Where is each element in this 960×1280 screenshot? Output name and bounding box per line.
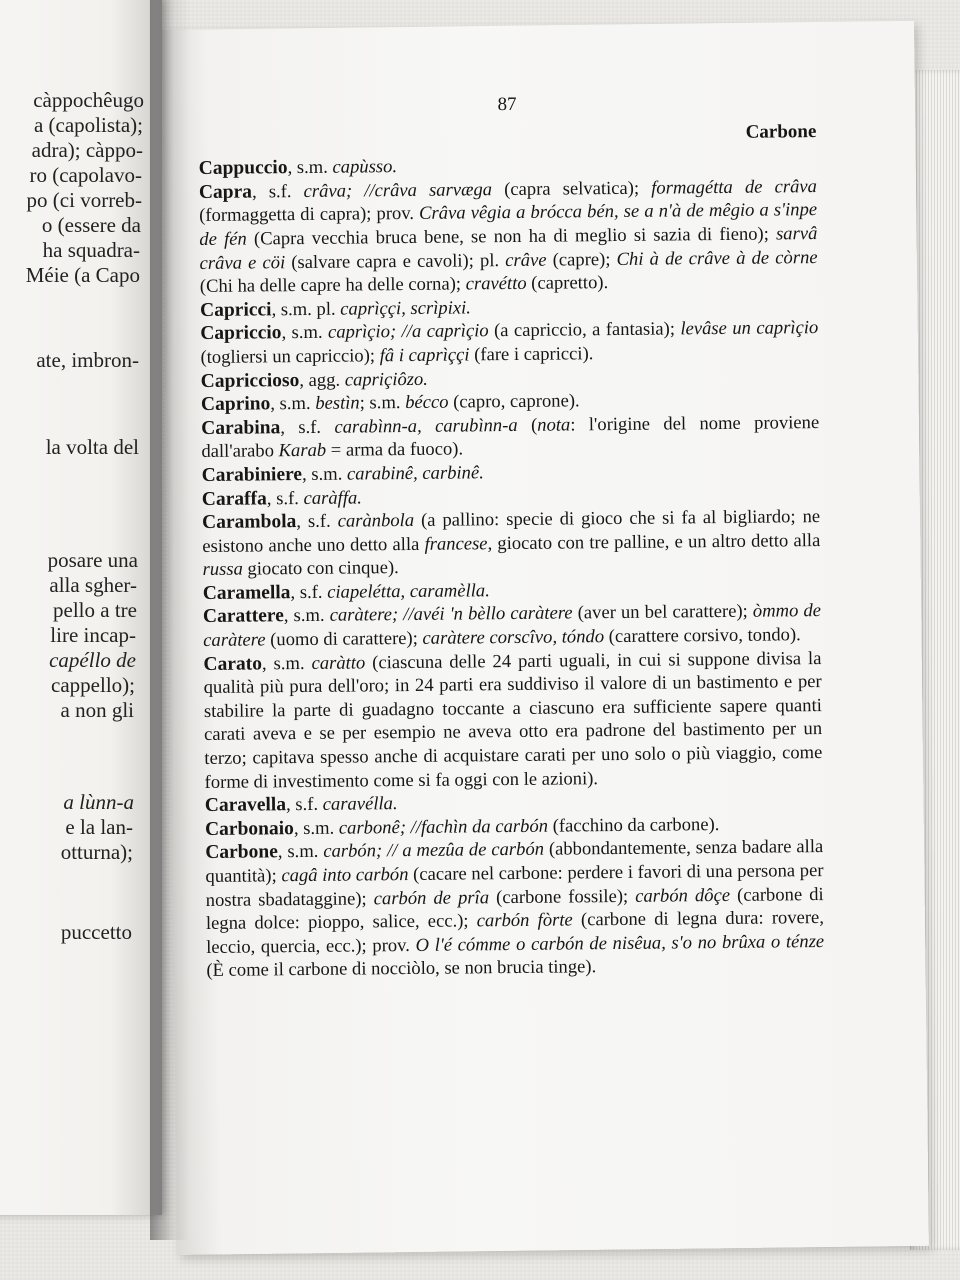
- dialect-term: carbonê; //fachìn da carbón: [338, 815, 549, 839]
- dialect-term: Chi à de crâve à de còrne: [616, 246, 818, 270]
- entry-headword: Carabiniere: [201, 463, 303, 486]
- dialect-term: russa: [202, 558, 243, 581]
- left-page-line: posare una: [47, 548, 138, 572]
- dialect-term: carbón; // a mezûa de carbón: [323, 839, 545, 863]
- dialect-term: carbón dôçe: [635, 884, 731, 907]
- dialect-term: levâse un caprìçio: [680, 317, 819, 340]
- left-page-line: càppochêugo: [33, 88, 144, 112]
- dialect-term: francese: [424, 532, 488, 555]
- left-page-line: capéllo de: [49, 648, 136, 672]
- dialect-term: Crâva vêgia a brócca bén, se a n'à de mêgio a s'inpe de fén: [199, 199, 818, 250]
- entry-text: (capretto).: [526, 272, 609, 295]
- dialect-term: carabìnn-a, carubìnn-a: [334, 414, 518, 438]
- entry-text: , s.f.: [280, 416, 335, 438]
- dialect-term: cagâ into carbón: [281, 864, 409, 887]
- left-page-line: cappello);: [51, 673, 135, 697]
- dialect-term: formagétta de crâva: [651, 175, 817, 199]
- entry-text: (uomo di carattere);: [265, 627, 423, 651]
- dictionary-entries: [199, 151, 825, 983]
- entry-text: (ciascuna delle 24 parti uguali, in cui si suppone divisa la qualità più pura dell'oro; in 24 parti era suddiviso il valore di un bastimento e per stabilire la parte di guadagno toccante a ciascuno era sufficiente sapere quanti carati aveva e se per esempio ne aveva otto era padrone del bastimento per un terzo; capitava spesso anche di acquistare carati per uno solo o più viaggio, come forme di investimento come si fa oggi con le azioni).: [203, 647, 823, 793]
- entry-text: , agg.: [299, 369, 345, 391]
- dictionary-entry: [201, 411, 819, 464]
- dialect-term: caràtto: [311, 652, 366, 674]
- entry-headword: Capriccio: [200, 322, 282, 345]
- dialect-term: capùsso.: [332, 156, 398, 178]
- left-page-line: ate, imbron-: [36, 348, 139, 372]
- entry-text: , s.m.: [301, 463, 348, 485]
- right-page-content: [198, 90, 824, 983]
- dialect-term: ciapelétta, caramèlla.: [327, 580, 490, 603]
- dictionary-entry: [199, 175, 818, 299]
- left-page-line: a (capolista);: [33, 113, 143, 137]
- entry-text: (Capra vecchia bruca bene, se non ha di meglio si sazia di fieno);: [246, 223, 777, 250]
- left-page-line: la volta del: [45, 435, 139, 459]
- entry-text: (carbone di legna dura: rovere, leccio, quercia, ecc.); prov.: [206, 907, 825, 958]
- entry-headword: Capricci: [199, 299, 272, 321]
- entry-text: (aver un bel carattere);: [572, 601, 753, 624]
- entry-text: : l'origine del nome proviene dall'arabo: [201, 411, 820, 463]
- dialect-term: caràtere; //avéi 'n bèllo caràtere: [329, 602, 573, 627]
- dialect-term: carànbola: [337, 510, 415, 532]
- dialect-term: O l'é cómme o carbón de nisêua, s'o no brûxa o ténze: [415, 930, 825, 956]
- page-number: 87: [497, 93, 517, 116]
- entry-text: (fare i capricci).: [469, 343, 594, 366]
- entry-text: , s.m.: [277, 841, 324, 863]
- entry-text: , s.f.: [285, 794, 323, 816]
- entry-headword: Caraffa: [201, 487, 267, 510]
- left-page: [0, 0, 162, 1215]
- entry-text: , s.f.: [290, 581, 328, 604]
- left-page-line: a non gli: [60, 698, 134, 722]
- dialect-term: carabinê, carbinê.: [346, 462, 484, 485]
- dialect-term: carbón fòrte: [476, 909, 573, 932]
- dialect-term: sarvâ crâva e cöi: [199, 223, 818, 274]
- dictionary-entry: [202, 505, 821, 582]
- left-page-line: e la lan-: [65, 815, 133, 839]
- book-gutter-shadow: [150, 0, 190, 1240]
- dialect-term: òmmo de caràtere: [203, 600, 822, 652]
- entry-headword: Capra: [198, 181, 253, 203]
- left-page-line: ro (capolavo-: [29, 163, 142, 187]
- entry-text: (capro, caprone).: [448, 390, 580, 413]
- entry-text: , giocato con tre palline, e un altro detto alla: [487, 529, 821, 554]
- entry-text: (: [517, 414, 538, 436]
- dictionary-entry: [200, 316, 818, 369]
- entry-headword: Cappuccio: [198, 157, 288, 180]
- left-page-line: otturna);: [60, 840, 133, 864]
- left-page-line: puccetto: [60, 920, 132, 944]
- left-page-line: o (essere da: [41, 213, 141, 237]
- left-page-line: Méie (a Capo: [25, 263, 140, 287]
- entry-headword: Carattere: [202, 605, 284, 628]
- dialect-term: crâva; //crâva sarvæga: [303, 178, 493, 202]
- entry-text: , s.m.: [283, 605, 330, 627]
- dialect-term: caprìçio; //a caprìçio: [327, 320, 489, 344]
- entry-text: , s.m.: [270, 393, 316, 415]
- entry-text: = arma da fuoco).: [326, 438, 464, 462]
- entry-text: (carbone fossile);: [488, 885, 636, 908]
- dialect-term: caràtere corscîvo, tóndo: [422, 626, 605, 649]
- entry-text: (carattere corsivo, tondo).: [603, 624, 801, 648]
- left-page-line: adra); càppo-: [31, 138, 143, 162]
- entry-text: , s.m.: [293, 817, 339, 839]
- entry-text: (formaggetta di capra); prov.: [199, 203, 420, 227]
- dialect-term: capriçiôzo.: [344, 368, 429, 391]
- left-page-line: po (ci vorreb-: [26, 188, 142, 212]
- dialect-term: caràffa.: [303, 486, 362, 509]
- entry-text: (a capriccio, a fantasia);: [488, 318, 681, 342]
- entry-text: , s.f.: [251, 180, 304, 203]
- entry-text: (salvare capra e cavoli); pl.: [285, 249, 506, 273]
- entry-headword: Caravella: [204, 794, 287, 817]
- entry-text: (Chi ha delle capre ha delle corna);: [199, 273, 466, 298]
- entry-text: ; s.m.: [359, 392, 406, 414]
- dialect-term: cravétto: [465, 273, 527, 295]
- entry-headword: Caprino: [200, 393, 271, 416]
- dialect-term: bécco: [405, 391, 449, 414]
- dialect-term: bestìn: [315, 392, 360, 415]
- dialect-term: crâve: [505, 249, 547, 271]
- left-page-line: lire incap-: [50, 623, 136, 647]
- entry-text: , s.f.: [266, 487, 304, 509]
- entry-headword: Caramella: [202, 582, 291, 604]
- entry-text: , s.m.: [287, 156, 333, 179]
- entry-headword: Carabina: [201, 416, 281, 439]
- dialect-term: caprìççi, scrìpixi.: [340, 297, 471, 320]
- left-page-line: pello a tre: [53, 598, 137, 622]
- entry-text: (facchino da carbone).: [547, 813, 720, 837]
- dialect-term: fâ i caprìççi: [379, 344, 470, 367]
- entry-text: (togliersi un capriccio);: [200, 345, 380, 368]
- entry-text: giocato con cinque).: [242, 557, 399, 580]
- entry-text: (È come il carbone di nocciòlo, se non brucia tinge).: [206, 956, 597, 982]
- entry-headword: Carbonaio: [204, 817, 294, 840]
- dictionary-entry: [203, 647, 822, 794]
- entry-text: , s.m. pl.: [271, 298, 341, 321]
- left-page-line: alla sgher-: [49, 573, 137, 597]
- entry-headword: Carato: [203, 653, 263, 675]
- dictionary-entry: [203, 600, 821, 653]
- entry-text: (capre);: [546, 248, 617, 271]
- entry-text: , s.f.: [296, 510, 338, 533]
- entry-headword: Carbone: [205, 841, 278, 864]
- entry-text: , s.m.: [281, 322, 329, 344]
- dialect-term: nota: [537, 414, 571, 436]
- entry-text: , s.m.: [261, 652, 312, 675]
- dialect-term: caravélla.: [322, 793, 398, 816]
- entry-text: (abbondantemente, senza badare alla quantità);: [205, 836, 824, 887]
- dialect-term: Karab: [278, 440, 327, 462]
- entry-headword: Capriccioso: [200, 369, 300, 392]
- running-head: Carbone: [745, 120, 817, 143]
- left-page-line: a lùnn-a: [63, 790, 134, 814]
- entry-text: (cacare nel carbone: perdere i favori di una persona per nostra sbadataggine);: [205, 860, 824, 911]
- entry-headword: Carambola: [201, 511, 297, 534]
- dialect-term: carbón de prîa: [373, 886, 490, 909]
- entry-text: (capra selvatica);: [491, 177, 652, 200]
- left-page-line: ha squadra-: [42, 238, 140, 262]
- dictionary-entry: [205, 835, 824, 982]
- entry-text: (a pallino: specie di gioco che si fa al bigliardo; ne esistono anche uno detto alla: [202, 506, 821, 557]
- entry-text: (carbone di legna dolce: pioppo, salice, ecc.);: [205, 883, 824, 935]
